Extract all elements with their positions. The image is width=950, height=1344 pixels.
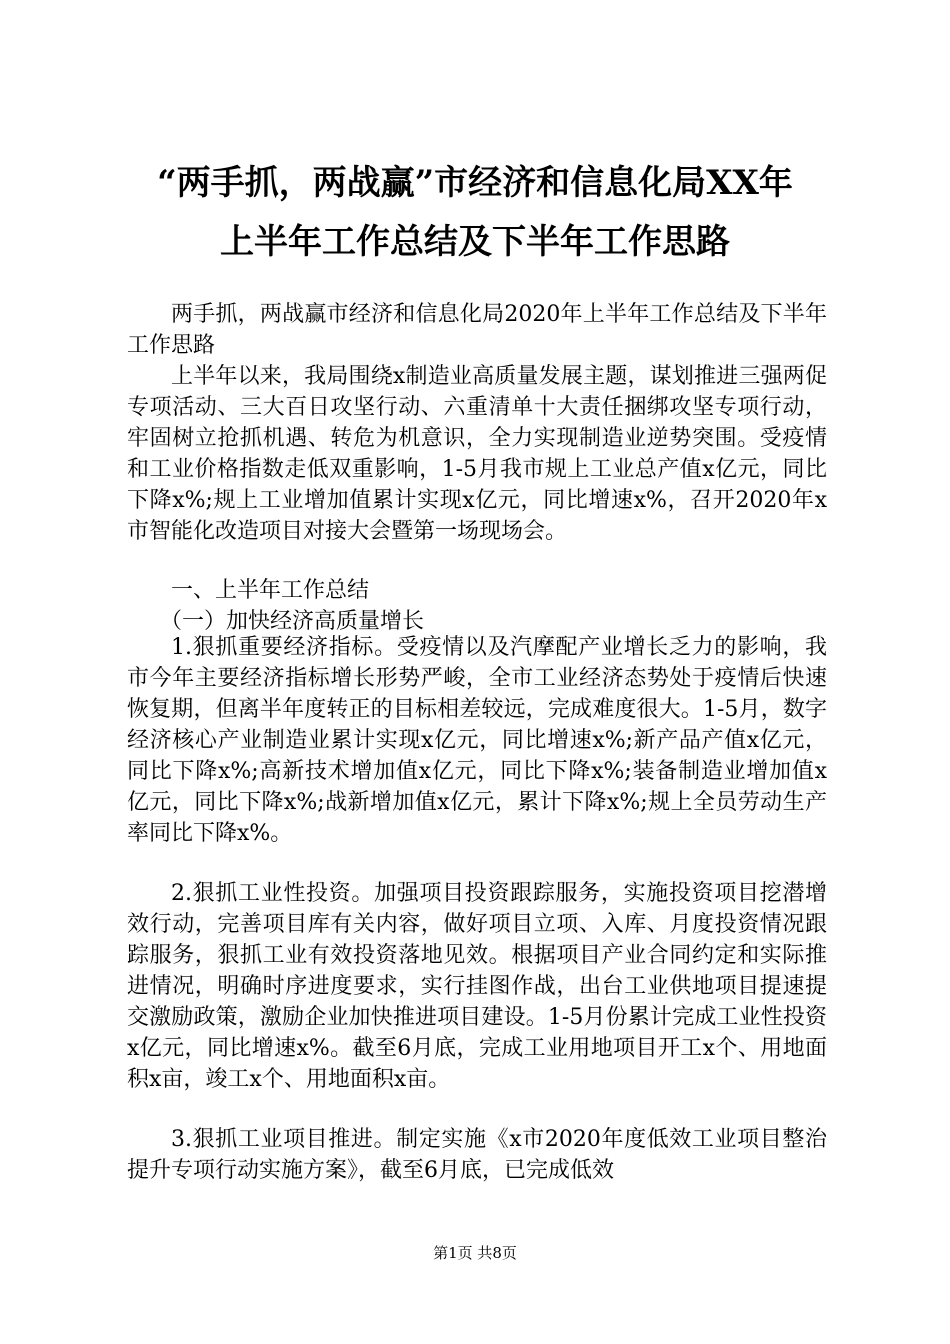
subsection-heading: （一）加快经济高质量增长 [160, 609, 425, 634]
document-title-line-2: 上半年工作总结及下半年工作思路 [220, 222, 730, 262]
paragraph-overview: 上半年以来，我局围绕x制造业高质量发展主题，谋划推进三强两促专项活动、三大百日攻坚行动、六重清单十大责任捆绑攻坚专项行动，牢固树立抢抓机遇、转危为机意识，全力实现制造业逆势突围。受疫情和工业价格指数走低双重影响，1-5月我市规上工业总产值x亿元，同比下降x%;规上工业增加值累计实现x亿元，同比增速x%，召开2020年x市智能化改造项目对接大会暨第一场现场会。 [127, 364, 827, 544]
paragraph-economic-indicators: 1.狠抓重要经济指标。受疫情以及汽摩配产业增长乏力的影响，我市今年主要经济指标增长形势严峻，全市工业经济态势处于疫情后快速恢复期，但离半年度转正的目标相差较远，完成难度很大。1-5月，数字经济核心产业制造业累计实现x亿元，同比增速x%;新产品产值x亿元，同比下降x%;高新技术增加值x亿元，同比下降x%;装备制造业增加值x亿元，同比下降x%;战新增加值x亿元，累计下降x%;规上全员劳动生产率同比下降x%。 [127, 635, 827, 846]
document-title-line-1: “两手抓，两战赢”市经济和信息化局XX年 [157, 163, 793, 203]
paragraph-industrial-investment: 2.狠抓工业性投资。加强项目投资跟踪服务，实施投资项目挖潜增效行动，完善项目库有关内容，做好项目立项、入库、月度投资情况跟踪服务，狠抓工业有效投资落地见效。根据项目产业合同约定和实际推进情况，明确时序进度要求，实行挂图作战，出台工业供地项目提速提交激励政策，激励企业加快推进项目建设。1-5月份累计完成工业性投资x亿元，同比增速x%。截至6月底，完成工业用地项目开工x个、用地面积x亩，竣工x个、用地面积x亩。 [127, 881, 827, 1092]
paragraph-intro-title: 两手抓，两战赢市经济和信息化局2020年上半年工作总结及下半年工作思路 [127, 302, 827, 358]
section-heading: 一、上半年工作总结 [171, 578, 370, 603]
paragraph-project-promotion: 3.狠抓工业项目推进。制定实施《x市2020年度低效工业项目整治提升专项行动实施方案》，截至6月底，已完成低效 [127, 1127, 827, 1183]
page-number-footer: 第1页 共8页 [433, 1244, 517, 1262]
